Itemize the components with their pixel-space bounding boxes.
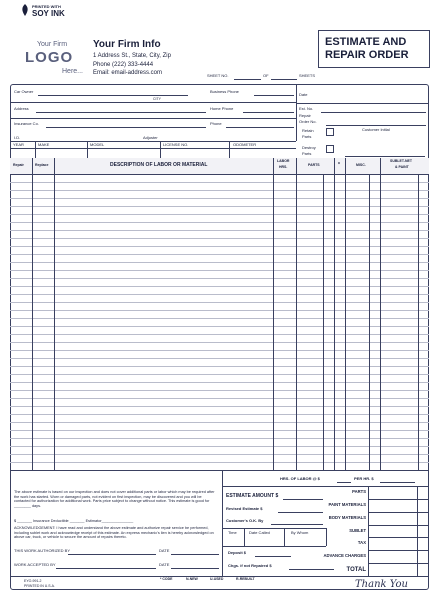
col-sublet-header-2: & PAINT	[395, 165, 409, 169]
table-row-line	[10, 350, 429, 351]
table-row-line	[10, 414, 429, 415]
business-phone-label: Business Phone	[210, 89, 239, 94]
totals-column	[300, 486, 429, 576]
code-legend: * CODE	[160, 577, 173, 581]
table-row-line	[10, 422, 429, 423]
destroy-parts-checkbox[interactable]	[326, 145, 334, 153]
revised-estimate-label: Revised Estimate $	[226, 506, 263, 511]
est-no-label: Est. No.	[299, 106, 314, 111]
vehicle-row-mid	[10, 148, 296, 149]
date-label: Date	[299, 92, 308, 97]
vehicle-divider-3	[160, 141, 161, 158]
title-line2: REPAIR ORDER	[325, 49, 409, 61]
col-description-header: DESCRIPTION OF LABOR OR MATERIAL	[110, 162, 208, 168]
soy-ink-badge	[20, 3, 66, 19]
bottom-section-top	[10, 470, 429, 471]
odometer-label: ODOMETER	[233, 142, 257, 147]
col-divider-sublet-cents	[418, 174, 419, 470]
logo-bottom-text: Here...	[62, 68, 84, 75]
customer-row-line-1	[10, 102, 296, 103]
table-row-line	[10, 398, 429, 399]
table-row-line	[10, 222, 429, 223]
total-label: PARTS	[352, 488, 366, 494]
deposit-label: Deposit $	[228, 550, 247, 555]
hrs-of-labor-label: HRS. OF LABOR @ $	[280, 476, 320, 481]
deposit-field[interactable]	[255, 556, 291, 557]
insurance-estimator-line: $ _______ Insurance Deductible _______ Estimator_______________	[14, 519, 134, 523]
table-row-line	[10, 446, 429, 447]
col-code-header: *	[338, 162, 340, 168]
logo-word: LOGO	[25, 49, 74, 66]
total-value-field[interactable]	[368, 550, 429, 551]
sheets-label: SHEETS	[299, 73, 316, 78]
bottom-left-divider	[222, 470, 223, 576]
work-authorized-date-label: DATE	[159, 548, 170, 553]
total-value-field[interactable]	[368, 499, 429, 500]
estimate-amount-label: ESTIMATE AMOUNT $	[226, 493, 279, 499]
repair-order-field[interactable]	[326, 125, 426, 126]
printed-in-usa: PRINTED IN U.S.A.	[24, 584, 55, 588]
table-row-line	[10, 454, 429, 455]
insurance-co-field[interactable]	[46, 127, 206, 128]
total-value-field[interactable]	[368, 563, 429, 564]
firm-name: Your Firm Info	[93, 39, 161, 50]
table-row-line	[10, 430, 429, 431]
table-row-line	[10, 438, 429, 439]
customer-ok-label: Customer's O.K. By	[226, 518, 264, 523]
line-items-grid[interactable]	[10, 174, 429, 470]
work-accepted-date-label: DATE	[159, 562, 170, 567]
make-label: MAKE	[38, 142, 50, 147]
soy-badge-line2: SOY INK	[32, 9, 65, 18]
code-rebuilt: R-REBUILT	[236, 577, 255, 581]
table-row-line	[10, 342, 429, 343]
table-row-line	[10, 278, 429, 279]
table-row-line	[10, 238, 429, 239]
table-row-line	[10, 206, 429, 207]
retain-parts-label-1: Retain	[302, 128, 314, 133]
repair-order-label-2: Order No.	[299, 119, 317, 124]
work-authorized-date-field[interactable]	[171, 554, 219, 555]
table-row-line	[10, 294, 429, 295]
total-label: TAX	[357, 540, 366, 546]
table-row-line	[10, 270, 429, 271]
firm-phone: Phone (222) 333-4444	[93, 62, 154, 68]
home-phone-label: Home Phone	[210, 106, 234, 111]
soy-ink-icon	[20, 4, 30, 16]
insurance-co-label: Insurance Co.	[14, 121, 39, 126]
address-field[interactable]	[36, 112, 206, 113]
total-label: TOTAL	[346, 567, 366, 574]
hrs-of-labor-field[interactable]	[337, 482, 351, 483]
table-row-line	[10, 182, 429, 183]
table-row-line	[10, 230, 429, 231]
sheet-no-field[interactable]	[234, 79, 261, 80]
vehicle-divider-1	[35, 141, 36, 158]
total-label: PAINT MATERIALS	[328, 501, 366, 507]
retain-parts-label-2: Parts	[302, 134, 312, 139]
car-owner-field[interactable]	[38, 95, 188, 96]
table-row-line	[10, 254, 429, 255]
table-row-line	[10, 198, 429, 199]
table-row-line	[10, 366, 429, 367]
business-phone-field[interactable]	[254, 95, 294, 96]
col-divider-misc-cents	[369, 174, 370, 470]
logo-top-text: Your Firm	[37, 41, 68, 48]
firm-address: 1 Address St., State, City, Zip	[93, 53, 171, 59]
title-line1: ESTIMATE AND	[325, 36, 407, 48]
table-row-line	[10, 390, 429, 391]
firm-email: Email: email-address.com	[93, 70, 163, 76]
year-label: YEAR	[13, 142, 24, 147]
work-authorized-label: THIS WORK AUTHORIZED BY	[14, 548, 71, 553]
thank-you: Thank You	[355, 579, 408, 590]
license-label: LICENSE NO.	[163, 142, 189, 147]
call-date-label: Date Called	[249, 530, 270, 535]
col-labor-header-1: LABOR	[277, 159, 290, 163]
column-header-band	[10, 158, 429, 174]
date-field[interactable]	[296, 103, 429, 104]
table-row-line	[10, 246, 429, 247]
est-no-field[interactable]	[321, 112, 426, 113]
per-hr-field[interactable]	[380, 482, 415, 483]
table-row-line	[10, 214, 429, 215]
table-row-line	[10, 462, 429, 463]
customer-block-divider	[296, 84, 297, 141]
call-log-divider-2	[284, 528, 285, 546]
table-row-line	[10, 302, 429, 303]
table-row-line	[10, 190, 429, 191]
col-labor-header-2: HRS.	[279, 165, 288, 169]
total-label: ADVANCE CHARGES	[323, 553, 366, 559]
chgs-not-repaired-label: Chgs. if not Repaired $	[228, 563, 272, 568]
total-value-field[interactable]	[368, 512, 429, 513]
table-row-line	[10, 334, 429, 335]
car-owner-label: Car Owner	[14, 89, 34, 94]
col-divider-parts	[334, 158, 335, 470]
insurance-phone-field[interactable]	[226, 127, 294, 128]
col-misc-header: MISC.	[356, 163, 366, 167]
table-row-line	[10, 318, 429, 319]
work-accepted-label: WORK ACCEPTED BY	[14, 562, 56, 567]
form-code: EYO-991-2	[24, 579, 42, 583]
col-sublet-header-1: SUBLET-NET	[390, 159, 412, 163]
retain-parts-checkbox[interactable]	[326, 128, 334, 136]
customer-initial-label: Customer Initial	[362, 127, 390, 132]
table-row-line	[10, 262, 429, 263]
work-accepted-date-field[interactable]	[171, 568, 219, 569]
col-divider-misc	[380, 158, 381, 470]
call-log-divider-1	[244, 528, 245, 546]
acknowledgement-text: ACKNOWLEDGEMENT: I have read and understand the above estimate and authorize repair service be performed, including sublet work and acknowledge receipt of this estimate. An express mechanic's lien is hereby acknowledged on above car, truck, or vehicle to secure the amount of repairs thereto.	[14, 526, 214, 540]
id-label: I.D.	[14, 135, 21, 140]
total-label: BODY MATERIALS	[328, 514, 366, 520]
sheet-no-label: SHEET NO.	[207, 73, 229, 78]
col-divider-repair	[32, 158, 33, 470]
customer-row-line-2	[10, 118, 296, 119]
model-label: MODEL	[90, 142, 105, 147]
firm-logo	[22, 41, 84, 77]
vehicle-divider-2	[87, 141, 88, 158]
sheet-of-field[interactable]	[271, 79, 297, 80]
soy-badge-line1: PRINTED WITH	[32, 4, 61, 9]
work-accepted-field[interactable]	[56, 568, 156, 569]
total-value-field[interactable]	[368, 537, 429, 538]
call-by-whom-label: By Whom	[291, 530, 309, 535]
code-new: N-NEW	[186, 577, 198, 581]
col-divider-code	[345, 158, 346, 470]
city-label: CITY	[153, 97, 161, 101]
address-label: Address	[14, 106, 29, 111]
total-value-field[interactable]	[368, 525, 429, 526]
col-divider-parts-cents	[323, 174, 324, 470]
code-used: U-USED	[210, 577, 224, 581]
col-parts-header: PARTS	[308, 163, 320, 167]
total-cents-divider	[417, 486, 418, 576]
disclaimer-text: The above estimate is based on our inspection and does not cover additional parts or labor which may be required after the work has started. Worn or damaged parts, not evident on first inspection, may be discovered and you will be contacted for authorization for additional work. Parts price subject to change without notice. This estimate is good for ________ days.	[14, 490, 215, 509]
adjuster-label: Adjuster	[143, 135, 158, 140]
destroy-parts-label-2: Parts	[302, 151, 312, 156]
table-row-line	[10, 374, 429, 375]
table-row-line	[10, 406, 429, 407]
col-divider-labor	[296, 158, 297, 470]
table-row-line	[10, 382, 429, 383]
table-row-line	[10, 286, 429, 287]
total-label: SUBLET	[349, 527, 366, 533]
call-time-label: Time	[228, 530, 237, 535]
sheet-of-label: OF	[263, 73, 269, 78]
destroy-parts-label-1: Destroy	[302, 145, 316, 150]
repair-order-label-1: Repair	[299, 113, 311, 118]
table-row-line	[10, 326, 429, 327]
col-replace-header: Replace	[35, 163, 49, 167]
vehicle-divider-4	[229, 141, 230, 158]
col-divider-description	[273, 158, 274, 470]
col-divider-replace	[54, 158, 55, 470]
home-phone-field[interactable]	[243, 112, 294, 113]
table-row-line	[10, 310, 429, 311]
work-authorized-field[interactable]	[68, 554, 156, 555]
per-hr-label: PER HR. $	[354, 476, 374, 481]
col-repair-header: Repair	[13, 163, 24, 167]
table-row-line	[10, 358, 429, 359]
insurance-phone-label: Phone	[210, 121, 222, 126]
customer-initial-field[interactable]	[345, 156, 425, 157]
